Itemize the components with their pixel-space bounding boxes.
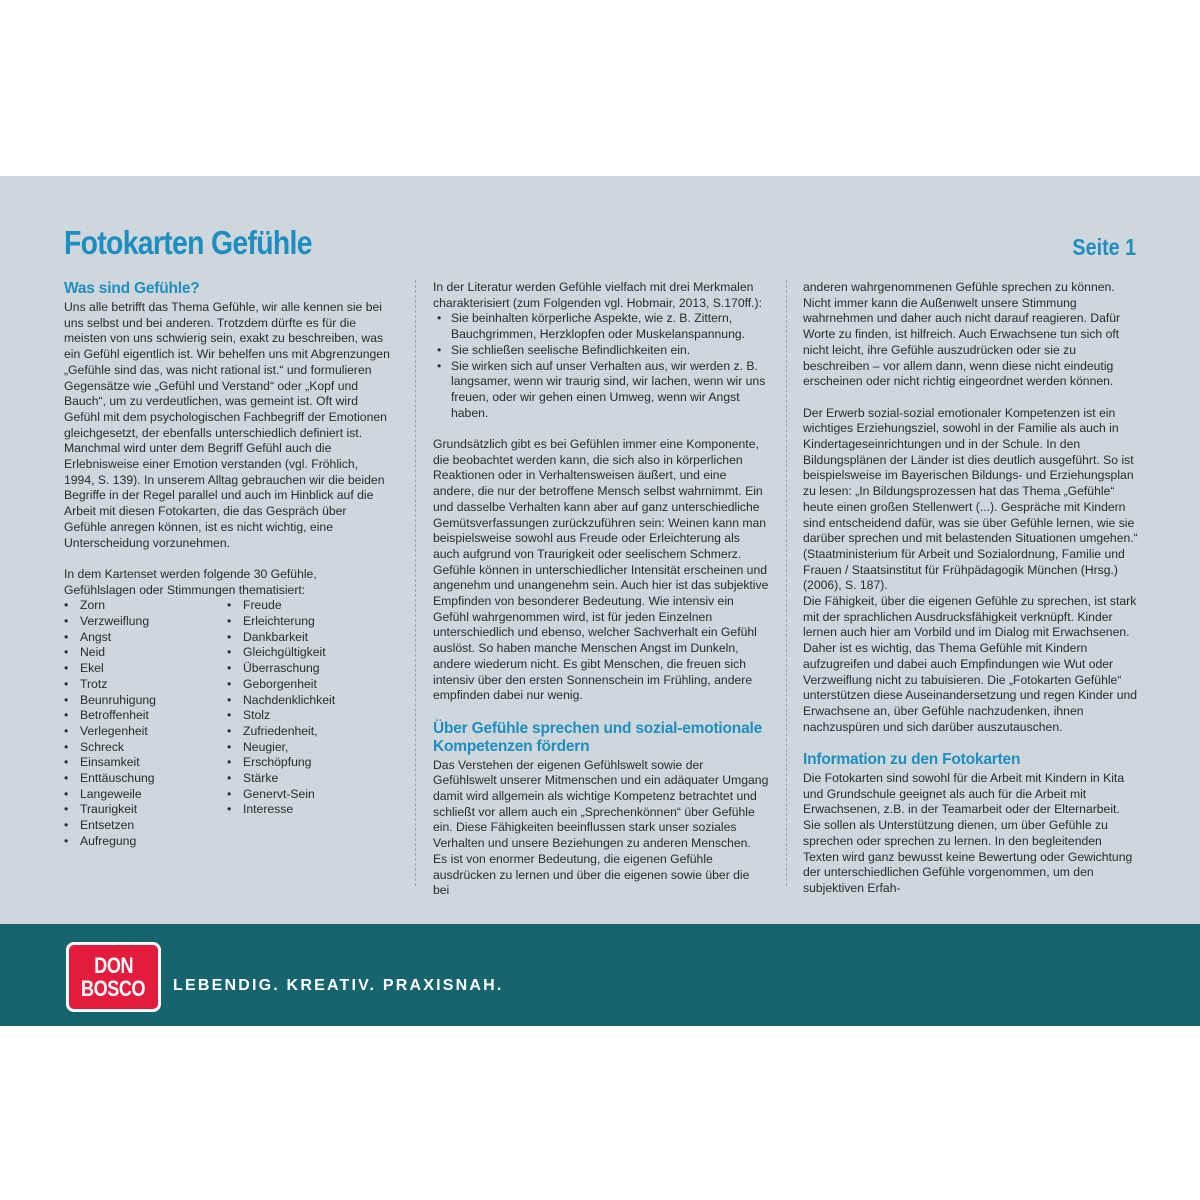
paragraph: Die Fähigkeit, über die eigenen Gefühle zu sprechen, ist stark mit der sprachlichen Ausdrucksfähigkeit verknüpft. Kinder lernen auch hier am Vorbild und im Dialog mit Erwachsenen. Daher ist es wichtig, das Thema Gefühle mit Kindern aufzugreifen und dabei auch Empfindungen wie Wut oder Verzweiflung nicht zu tabuisieren. Die „Fotokarten Gefühle“ unterstützen diese Auseinandersetzung und regen Kinder und Erwachsene an, über Gefühle nachzudenken, ihnen nachzuspüren und sich darüber auszutauschen. [803,594,1138,734]
emotion-list-item: • Zufriedenheit, [243,724,390,740]
emotion-list-item: • Erleichterung [243,614,390,630]
paragraph: anderen wahrgenommenen Gefühle sprechen zu können. Nicht immer kann die Außenwelt unsere Stimmung wahrnehmen und daher auch nicht darauf reagieren. Dafür Worte zu finden, ist hilfreich. Auch Erwachsene tun sich oft nicht leicht, ihre Gefühle auszudrücken oder sie zu beschreiben – vor allem dann, wenn diese nicht eindeutig erscheinen oder nicht richtig eingeordnet werden können. [803,280,1121,389]
emotion-list-item: • Neid [80,645,227,661]
paragraph: In dem Kartenset werden folgende 30 Gefühle, Gefühlslagen oder Stimmungen thematisiert: [64,566,317,597]
emotion-list-item: • Angst [80,630,227,646]
emotion-list-item: • Genervt-Sein [243,787,390,803]
paragraph: Es ist von enormer Bedeutung, die eigenen Gefühle ausdrücken zu lernen und über die eigenen sowie über die bei [433,851,750,898]
feature-bullet-list [433,311,769,421]
bullet-item: • Sie schließen seelische Befindlichkeiten ein. [451,343,769,359]
emotion-list-item: • Stolz [243,708,390,724]
emotion-lists [64,598,390,849]
emotion-list-item: • Aufregung [80,834,227,850]
emotion-list-item: • Verlegenheit [80,724,227,740]
emotion-list-item: • Überraschung [243,661,390,677]
emotion-list-item: • Verzweiflung [80,614,227,630]
emotion-list-item: • Geborgenheit [243,677,390,693]
document-sheet [0,176,1200,924]
emotion-list-item: • Schreck [80,740,227,756]
paragraph: Der Erwerb sozial-sozial emotionaler Kompetenzen ist ein wichtiges Erziehungsziel, sowohl in der Familie als auch in Kindertageseinrichtungen und in der Schule. In den Bildungsplänen der Länder ist dies deutlich ausgeführt. So ist beispielsweise im Bayerischen Bildungs- und Erziehungsplan zu lesen: „In Bildungsprozessen hat das Thema „Gefühle“ heute einen großen Stellenwert (...). Gespräche mit Kindern sind entscheidend dafür, was sie über Gefühle lernen, wie sie darüber sprechen und mit belastenden Situationen umgehen.“ (Staatministerium für Arbeit und Sozialordnung, Familie und Frauen / Staatsinstitut für Frühpädagogik München (Hrsg.) (2006), S. 187). [803,405,1138,593]
emotion-list-item: • Nachdenklichkeit [243,693,390,709]
column-3 [803,280,1139,897]
footer-band [0,924,1200,1026]
emotion-list-item: • Betroffenheit [80,708,227,724]
emotion-list-item: • Einsamkeit [80,755,227,771]
emotion-list-item: • Stärke [243,771,390,787]
emotion-list-item: • Enttäuschung [80,771,227,787]
emotion-list-item: • Erschöpfung [243,755,390,771]
emotion-list-item: • Zorn [80,598,227,614]
emotion-list-item: • Trotz [80,677,227,693]
paragraph: Das Verstehen der eigenen Gefühlswelt sowie der Gefühlswelt unserer Mitmenschen und ein adäquater Umgang damit wird allgemein als wichtige Kompetenz betrachtet und schließt vor allem auch ein „Sprechenkönnen“ über Gefühle ein. Diese Fähigkeiten beeinflussen stark unser soziales Verhalten und unsere Beziehungen zu anderen Menschen. [433,757,769,851]
paragraph: Die Fotokarten sind sowohl für die Arbeit mit Kindern in Kita und Grundschule geeignet als auch für die Arbeit mit Erwachsenen, z.B. in der Teamarbeit oder der Elternarbeit. Sie sollen als Unterstützung dienen, um über Gefühle zu sprechen oder sprechen zu lernen. In den begleitenden Texten wird ganz bewusst keine Bewertung oder Gewichtung der unterschiedlichen Gefühle vorgenommen, um den subjektiven Erfah- [803,771,1133,895]
page-title: Fotokarten Gefühle [64,224,312,261]
emotion-list-item: • Gleichgültigkeit [243,645,390,661]
column-2 [433,280,769,899]
emotion-list-left [64,598,227,849]
emotion-list-right [227,598,390,849]
emotion-list-item: • Traurigkeit [80,802,227,818]
column-divider [415,280,416,886]
logo-text-line: BOSCO [81,976,146,1001]
paragraph: Grundsätzlich gibt es bei Gefühlen immer eine Komponente, die beobachtet werden kann, die sich also in körperlichen Reaktionen oder in Verhaltensweisen äußert, und eine andere, die nur der betroffene Mensch selbst wahrnimmt. Ein und dasselbe Verhalten kann aber auf ganz unterschiedliche Gemütsverfassungen zurückzuführen sein: Weinen kann man beispielsweise sowohl aus Freude oder Erleichterung als auch aufgrund von Traurigkeit oder seelischem Schmerz. Gefühle können in unterschiedlicher Intensität erscheinen und angenehm und unangenehm sein. Auch hier ist das subjektive Empfinden von besonderer Bedeutung. Wie intensiv ein Gefühl wahrgenommen wird, ist für jeden Einzelnen unterschiedlich und ebenso, welcher Sachverhalt ein Gefühl auslöst. So haben manche Menschen Angst im Dunkeln, andere wiederum nicht. Es gibt Menschen, die freuen sich intensiv über den ersten Sonnenschein im Frühling, andere empfinden dabei nur wenig. [433,437,769,703]
bullet-item: • Sie beinhalten körperliche Aspekte, wie z. B. Zittern, Bauchgrimmen, Herzklopfen oder Muskelanspannung. [451,311,769,342]
bullet-item: • Sie wirken sich auf unser Verhalten aus, wir werden z. B. langsamer, wenn wir traurig sind, wir lachen, wenn wir uns freuen, oder wir gehen einen Umweg, wenn wir Angst haben. [451,359,769,422]
emotion-list-item: • Beunruhigung [80,693,227,709]
page-number: Seite 1 [1072,234,1136,260]
logo-text-line: DON [94,953,133,978]
paragraph: In der Literatur werden Gefühle vielfach mit drei Merkmalen charakterisiert (zum Folgenden vgl. Hobmair, 2013, S.170ff.): [433,280,762,310]
emotion-list-item: • Ekel [80,661,227,677]
emotion-list-item: • Neugier, [243,740,390,756]
emotion-list-item: • Dankbarkeit [243,630,390,646]
don-bosco-logo [66,942,161,1012]
emotion-list-item: • Interesse [243,802,390,818]
column-divider [786,280,787,886]
emotion-list-item: • Langeweile [80,787,227,803]
section-heading-photo-card-info: Information zu den Fotokarten [803,751,1021,769]
emotion-list-item: • Entsetzen [80,818,227,834]
paragraph: Uns alle betrifft das Thema Gefühle, wir alle kennen sie bei uns selbst und bei anderen. Trotzdem dürfte es für die meisten von uns schwierig sein, exakt zu beschreiben, was ein Gefühl eigentlich ist. Wir behelfen uns mit Abgrenzungen „Gefühle sind das, was nicht rational ist.“ und formulieren Gegensätze wie „Gefühl und Verstand“ oder „Kopf und Bauch“, um zu verdeutlichen, was gemeint ist. Oft wird Gefühl mit dem psychologischen Fachbegriff der Emotionen gleichgesetzt, der ebenfalls unterschiedlich definiert ist. Manchmal wird unter dem Begriff Gefühl auch die Erlebnisweise einer Emotion verstanden (vgl. Fröhlich, 1994, S. 139). In unserem Alltag gebrauchen wir die beiden Begriffe in der Regel parallel und auch im Hinblick auf die Arbeit mit diesen Fotokarten, die das Gespräch über Gefühle anregen können, ist es nicht wichtig, eine Unterscheidung vorzunehmen. [64,300,390,550]
section-heading-talking-about-feelings: Über Gefühle sprechen und sozial-emotionale Kompetenzen fördern [433,719,763,755]
footer-slogan: LEBENDIG. KREATIV. PRAXISNAH. [173,977,504,994]
emotion-list-item: • Freude [243,598,390,614]
column-1 [64,280,390,850]
section-heading-what-are-feelings: Was sind Gefühle? [64,280,200,297]
